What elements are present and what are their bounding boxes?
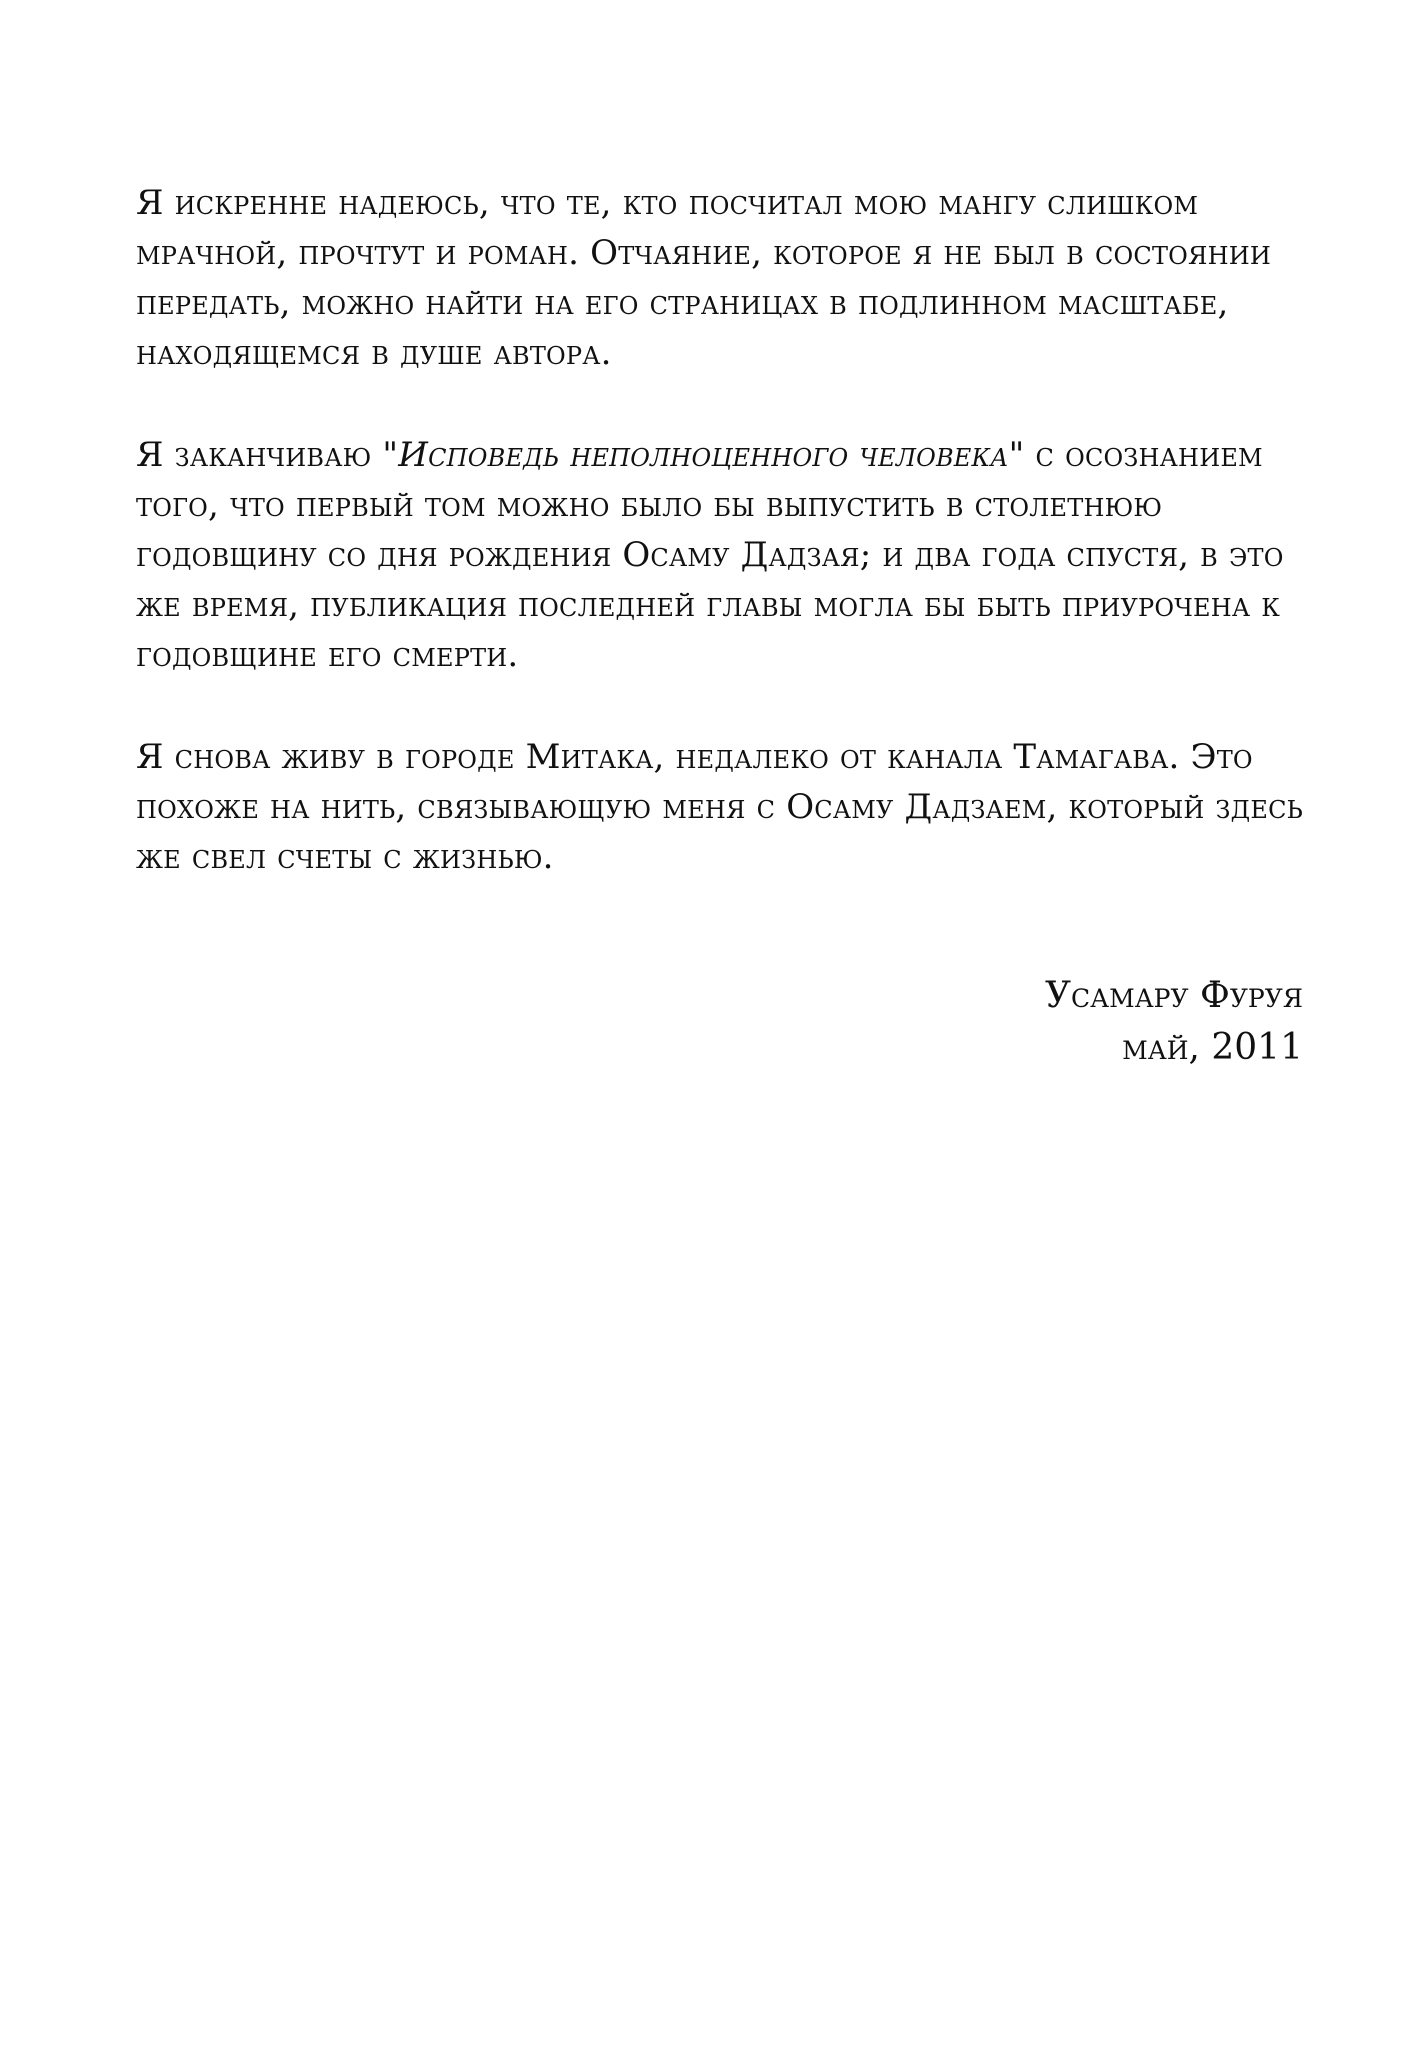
paragraph-3-line-2: похоже на нить, связывающую меня с Осаму Дадзаем, который здесь — [136, 787, 1304, 827]
paragraph-2-line-1 — [136, 430, 1306, 480]
paragraph-2 — [136, 430, 1306, 680]
paragraph-3 — [136, 732, 1306, 882]
paragraph-2-intro-end: " с осознанием — [1008, 435, 1263, 475]
signature-block — [1045, 970, 1303, 1074]
paragraph-1-line-1: Я искренне надеюсь, что те, кто посчитал мою мангу слишком — [136, 183, 1199, 223]
signature-date: май, 2011 — [1122, 1027, 1303, 1068]
paragraph-1-line-3: передать, можно найти на его страницах в подлинном масштабе, — [136, 283, 1229, 323]
paragraph-1-line-2: мрачной, прочтут и роман. Отчаяние, которое я не был в состоянии — [136, 233, 1272, 273]
paragraph-2-line-2: того, что первый том можно было бы выпустить в столетнюю — [136, 485, 1163, 525]
paragraph-2-line-5: годовщине его смерти. — [136, 635, 519, 675]
paragraph-2-line-3: годовщину со дня рождения Осаму Дадзая; и два года спустя, в это — [136, 535, 1284, 575]
paragraph-3-line-1: Я снова живу в городе Митака, недалеко от канала Тамагава. Это — [136, 737, 1253, 777]
paragraph-2-intro: Я заканчиваю " — [136, 435, 399, 475]
book-title: Исповедь неполноценного человека — [398, 435, 1009, 475]
afterword-text — [136, 178, 1306, 934]
author-name: Усамару Фуруя — [1045, 975, 1303, 1016]
paragraph-2-line-4: же время, публикация последней главы могла бы быть приурочена к — [136, 585, 1280, 625]
paragraph-1 — [136, 178, 1306, 378]
paragraph-1-line-4: находящемся в душе автора. — [136, 333, 612, 373]
paragraph-3-line-3: же свел счеты с жизнью. — [136, 837, 554, 877]
